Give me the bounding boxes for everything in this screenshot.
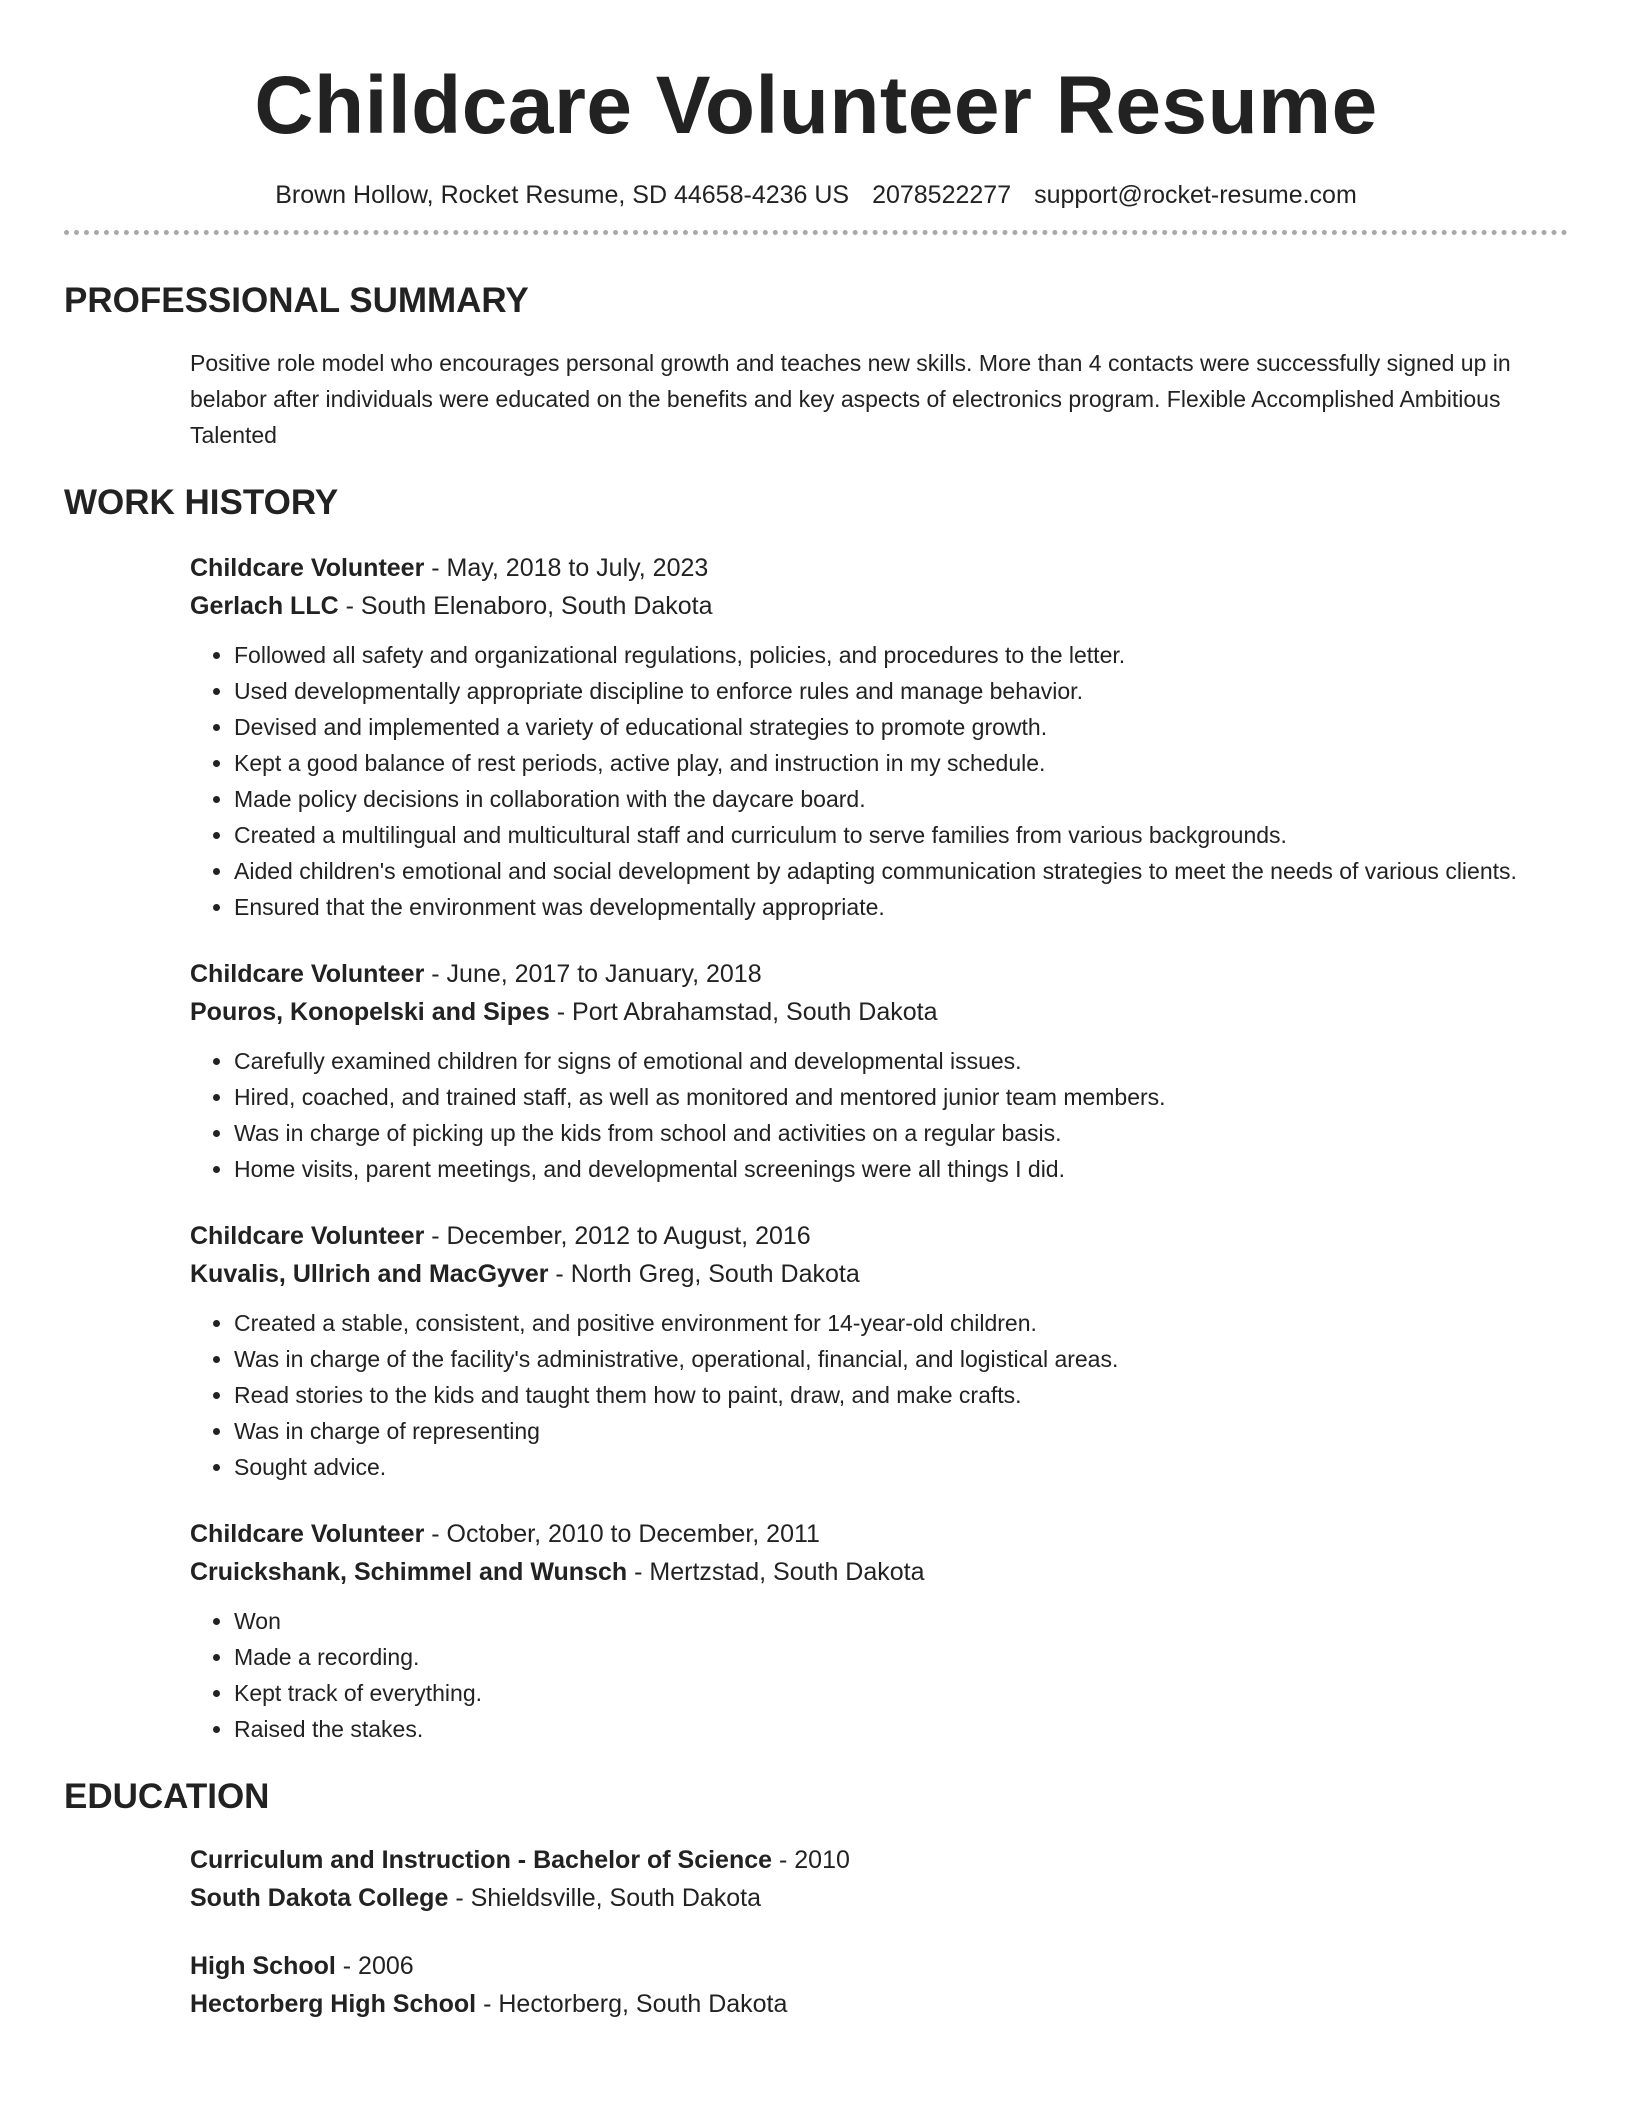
list-item: • Created a multilingual and multicultural staff and curriculum to serve families from various backgrounds. [234,817,1568,853]
contact-phone: 2078522277 [872,181,1012,209]
list-item: • Sought advice. [234,1449,1568,1485]
list-item: • Was in charge of picking up the kids from school and activities on a regular basis. [234,1115,1568,1151]
summary-text: Positive role model who encourages personal growth and teaches new skills. More than 4 contacts were successfully signed up in belabor after individuals were educated on the benefits and key aspects of electronics program. Flexible Accomplished Ambitious Talented [190,350,1511,448]
education-entry-1 [190,1841,1568,1917]
list-item: • Read stories to the kids and taught them how to paint, draw, and make crafts. [234,1377,1568,1413]
job-company-line [190,1553,1568,1591]
job-dates: - May, 2018 to July, 2023 [424,554,709,582]
list-item: • Carefully examined children for signs of emotional and developmental issues. [234,1043,1568,1079]
job-entry-1 [190,549,1568,925]
contact-line [64,178,1568,212]
list-item: • Hired, coached, and trained staff, as well as monitored and mentored junior team members. [234,1079,1568,1115]
job-location: - North Greg, South Dakota [548,1260,860,1288]
list-item: • Devised and implemented a variety of educational strategies to promote growth. [234,709,1568,745]
job-title-line [190,549,1568,587]
job-bullets [190,637,1568,925]
education-degree-line [190,1841,1568,1879]
education-degree: High School [190,1952,336,1980]
job-dates: - June, 2017 to January, 2018 [424,960,762,988]
list-item: • Kept track of everything. [234,1675,1568,1711]
job-company: Pouros, Konopelski and Sipes [190,998,550,1026]
list-item: • Made policy decisions in collaboration with the daycare board. [234,781,1568,817]
contact-email: support@rocket-resume.com [1034,181,1357,209]
job-entry-4 [190,1515,1568,1747]
job-title: Childcare Volunteer [190,1520,425,1548]
list-item: • Made a recording. [234,1639,1568,1675]
education-entry-2 [190,1947,1568,2023]
list-item: • Raised the stakes. [234,1711,1568,1747]
job-dates: - December, 2012 to August, 2016 [424,1222,811,1250]
resume-page [64,0,1568,2023]
job-location: - Port Abrahamstad, South Dakota [549,998,938,1026]
education-school: South Dakota College [190,1884,449,1912]
job-company-line [190,1255,1568,1293]
job-title-line [190,955,1568,993]
list-item: • Was in charge of the facility's administrative, operational, financial, and logistical areas. [234,1341,1568,1377]
list-item: • Followed all safety and organizational regulations, policies, and procedures to the letter. [234,637,1568,673]
list-item: • Used developmentally appropriate discipline to enforce rules and manage behavior. [234,673,1568,709]
job-company-line [190,993,1568,1031]
job-title: Childcare Volunteer [190,960,425,988]
list-item: • Was in charge of representing [234,1413,1568,1449]
education-school-line [190,1879,1568,1917]
summary-heading: PROFESSIONAL SUMMARY [64,281,529,320]
job-bullets [190,1305,1568,1485]
education-degree-line [190,1947,1568,1985]
job-company-line [190,587,1568,625]
education-school-line [190,1985,1568,2023]
education-year: - 2006 [335,1952,414,1980]
contact-address: Brown Hollow, Rocket Resume, SD 44658-4236 US [275,181,850,209]
job-company: Cruickshank, Schimmel and Wunsch [190,1558,628,1586]
header-divider [64,230,1568,235]
education-school: Hectorberg High School [190,1990,477,2018]
job-title: Childcare Volunteer [190,554,425,582]
job-location: - South Elenaboro, South Dakota [338,592,713,620]
job-entry-2 [190,955,1568,1187]
list-item: • Kept a good balance of rest periods, active play, and instruction in my schedule. [234,745,1568,781]
job-company: Kuvalis, Ullrich and MacGyver [190,1260,549,1288]
work-history-heading: WORK HISTORY [64,483,339,522]
education-location: - Hectorberg, South Dakota [476,1990,788,2018]
list-item: • Home visits, parent meetings, and developmental screenings were all things I did. [234,1151,1568,1187]
job-location: - Mertzstad, South Dakota [627,1558,925,1586]
list-item: • Aided children's emotional and social development by adapting communication strategies to meet the needs of various clients. [234,853,1568,889]
education-heading: EDUCATION [64,1777,270,1816]
list-item: • Won [234,1603,1568,1639]
job-title-line [190,1217,1568,1255]
job-bullets [190,1603,1568,1747]
education-degree: Curriculum and Instruction - Bachelor of Science [190,1846,773,1874]
list-item: • Ensured that the environment was developmentally appropriate. [234,889,1568,925]
resume-title: Childcare Volunteer Resume [254,60,1378,151]
job-company: Gerlach LLC [190,592,339,620]
job-dates: - October, 2010 to December, 2011 [424,1520,820,1548]
education-location: - Shieldsville, South Dakota [448,1884,762,1912]
education-year: - 2010 [772,1846,850,1874]
job-title-line [190,1515,1568,1553]
job-entry-3 [190,1217,1568,1485]
list-item: • Created a stable, consistent, and positive environment for 14-year-old children. [234,1305,1568,1341]
job-bullets [190,1043,1568,1187]
job-title: Childcare Volunteer [190,1222,425,1250]
